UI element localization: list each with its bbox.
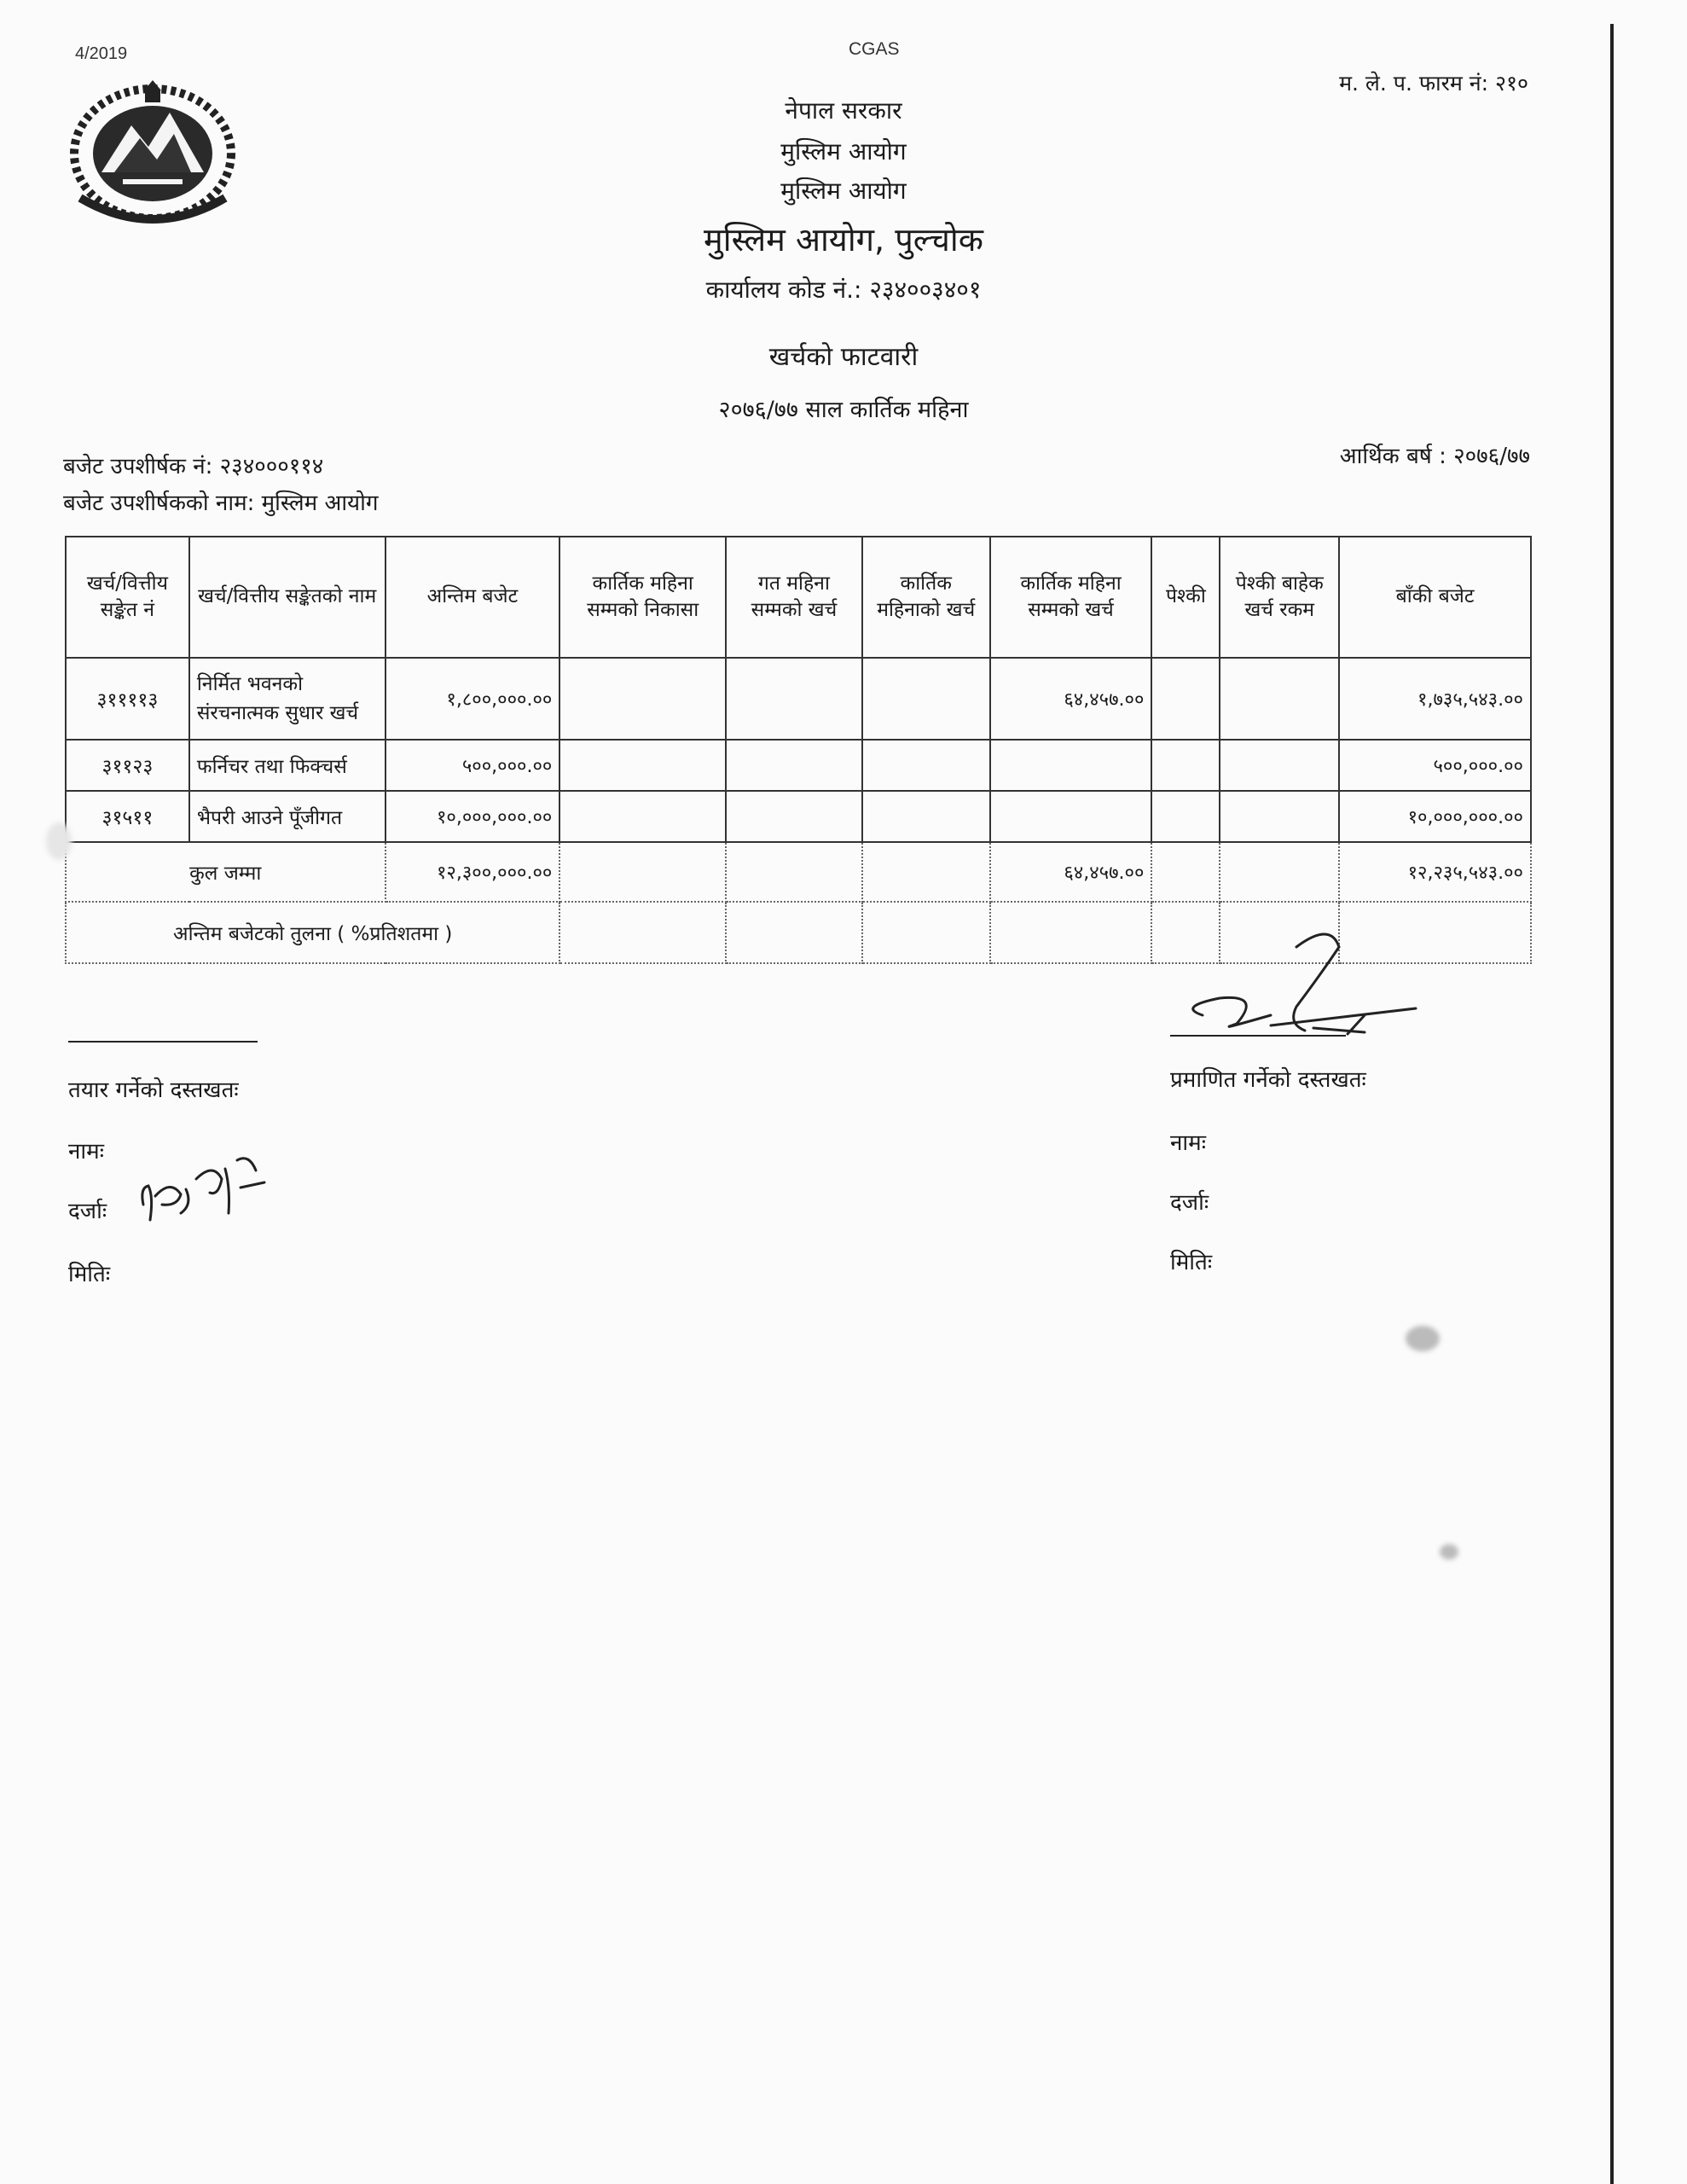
prepared-date-label: मितिः <box>68 1262 111 1287</box>
cell-remaining: १०,०००,०००.०० <box>1339 791 1531 842</box>
cell-name: निर्मित भवनको संरचनात्मक सुधार खर्च <box>189 658 386 740</box>
table-row <box>66 791 1531 842</box>
cell-final-budget: १०,०००,०००.०० <box>386 791 560 842</box>
certified-rank-label: दर्जाः <box>1170 1190 1209 1216</box>
prepared-by-label: तयार गर्नेको दस्तखतः <box>68 1077 239 1103</box>
office-code: कार्यालय कोड नं.: २३४००३४०१ <box>705 276 982 304</box>
cell-advance <box>1151 740 1220 791</box>
certified-name-label: नामः <box>1170 1130 1206 1156</box>
print-date: 4/2019 <box>75 44 128 63</box>
report-title: खर्चको फाटवारी <box>768 342 919 372</box>
cell-prev-expense <box>726 740 862 791</box>
office-name: मुस्लिम आयोग, पुल्चोक <box>704 221 983 258</box>
total-remaining: १२,२३५,५४३.०० <box>1339 842 1531 902</box>
scan-smudge <box>1406 1326 1440 1351</box>
cell-final-budget: ५००,०००.०० <box>386 740 560 791</box>
col-header-month-expense: कार्तिक महिनाको खर्च <box>862 537 990 658</box>
cell-advance <box>1151 791 1220 842</box>
cell-total-expense: ६४,४५७.०० <box>990 658 1152 740</box>
prepared-rank-label: दर्जाः <box>68 1199 107 1224</box>
budget-subhead-name: बजेट उपशीर्षकको नाम: मुस्लिम आयोग <box>63 491 379 516</box>
certified-signature-icon <box>1168 930 1424 1049</box>
table-header-row <box>66 537 1531 658</box>
gov-name: नेपाल सरकार <box>785 96 902 125</box>
budget-subhead-number: बजेट उपशीर्षक नं: २३४०००११४ <box>63 454 324 479</box>
certified-date-label: मितिः <box>1170 1250 1213 1275</box>
signature-line-prepared <box>68 1041 258 1043</box>
col-header-name: खर्च/वित्तीय सङ्केतको नाम <box>189 537 386 658</box>
scan-smudge <box>1440 1544 1458 1560</box>
total-row <box>66 842 1531 902</box>
total-label: कुल जम्मा <box>66 842 386 902</box>
col-header-prev-expense: गत महिना सम्मको खर्च <box>726 537 862 658</box>
cell-total-expense <box>990 791 1152 842</box>
cell-net-expense <box>1220 791 1339 842</box>
cell-remaining: ५००,०००.०० <box>1339 740 1531 791</box>
total-final-budget: १२,३००,०००.०० <box>386 842 560 902</box>
prepared-name-label: नामः <box>68 1139 104 1165</box>
cell-name: फर्निचर तथा फिक्चर्स <box>189 740 386 791</box>
cell-code: ३११११३ <box>66 658 189 740</box>
col-header-net-expense: पेश्की बाहेक खर्च रकम <box>1220 537 1339 658</box>
cell-total-expense <box>990 740 1152 791</box>
cell-name: भैपरी आउने पूँजीगत <box>189 791 386 842</box>
fiscal-year: आर्थिक बर्ष : २०७६/७७ <box>1339 444 1530 469</box>
cell-month-expense <box>862 658 990 740</box>
col-header-total-expense: कार्तिक महिना सम्मको खर्च <box>990 537 1152 658</box>
report-period: २०७६/७७ साल कार्तिक महिना <box>718 397 969 423</box>
cell-advance <box>1151 658 1220 740</box>
col-header-release: कार्तिक महिना सम्मको निकासा <box>559 537 726 658</box>
col-header-code: खर्च/वित्तीय सङ्केत नं <box>66 537 189 658</box>
comparison-label: अन्तिम बजेटको तुलना ( %प्रतिशतमा ) <box>66 902 559 963</box>
cell-remaining: १,७३५,५४३.०० <box>1339 658 1531 740</box>
prepared-signature-icon <box>136 1153 273 1230</box>
cell-release <box>559 658 726 740</box>
expense-table <box>65 536 1532 964</box>
cell-final-budget: १,८००,०००.०० <box>386 658 560 740</box>
table-row <box>66 740 1531 791</box>
col-header-advance: पेश्की <box>1151 537 1220 658</box>
print-system-name: CGAS <box>849 39 900 59</box>
department-name: मुस्लिम आयोग <box>780 177 907 205</box>
cell-code: ३११२३ <box>66 740 189 791</box>
cell-prev-expense <box>726 791 862 842</box>
scan-smudge <box>46 822 72 860</box>
signature-line-certified <box>1170 1035 1346 1037</box>
col-header-final-budget: अन्तिम बजेट <box>386 537 560 658</box>
form-number: म. ले. प. फारम नं: २१० <box>1339 71 1528 96</box>
cell-release <box>559 740 726 791</box>
col-header-remaining: बाँकी बजेट <box>1339 537 1531 658</box>
table-row <box>66 658 1531 740</box>
cell-release <box>559 791 726 842</box>
cell-net-expense <box>1220 658 1339 740</box>
cell-code: ३१५११ <box>66 791 189 842</box>
certified-by-label: प्रमाणित गर्नेको दस्तखतः <box>1170 1067 1366 1093</box>
cell-month-expense <box>862 791 990 842</box>
cell-net-expense <box>1220 740 1339 791</box>
cell-month-expense <box>862 740 990 791</box>
cell-prev-expense <box>726 658 862 740</box>
ministry-name: मुस्लिम आयोग <box>780 137 907 166</box>
total-expense: ६४,४५७.०० <box>990 842 1152 902</box>
